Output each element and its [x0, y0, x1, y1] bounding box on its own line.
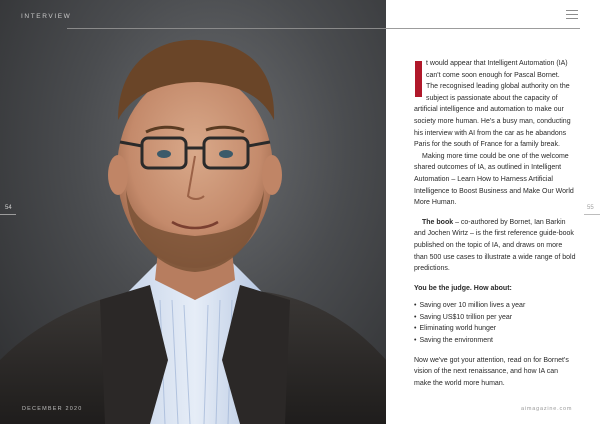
- footer-issue-date: DECEMBER 2020: [22, 406, 83, 412]
- book-paragraph: [414, 217, 576, 275]
- intro-line: can't come soon enough for Pascal Bornet.: [426, 71, 560, 79]
- article-body: [414, 58, 576, 389]
- right-page: [386, 0, 600, 424]
- section-label: INTERVIEW: [21, 13, 72, 20]
- intro-line: t would appear that Intelligent Automation (IA): [426, 60, 568, 67]
- list-item: • Eliminating world hunger: [414, 323, 576, 335]
- page-number-left: 54: [5, 205, 12, 211]
- bullet-list: [414, 300, 576, 346]
- book-paragraph-text: – co-authored by Bornet, Ian Barkin and Jochen Wirtz – is the first reference guide-book published on the topic of IA, and draws on more than 500 use cases to illustrate a wide range of bold predictions.: [414, 218, 576, 273]
- top-divider-right: [386, 28, 580, 29]
- list-item: • Saving the environment: [414, 335, 576, 347]
- list-heading: You be the judge. How about:: [414, 284, 512, 292]
- list-item: • Saving over 10 million lives a year: [414, 300, 576, 312]
- intro-continuation: artificial intelligence and automation to make our society more human. He's a busy man, conducting his interview with AI from the car as he abandons Paris for the south of France for a family break.: [414, 106, 571, 149]
- footer-website: aimagazine.com: [521, 406, 573, 412]
- page-number-left-rule: [0, 214, 16, 215]
- top-divider-left: [67, 28, 386, 29]
- book-lead: The book: [422, 218, 454, 226]
- closing-paragraph: Now we've got your attention, read on for Bornet's vision of the next renaissance, and how IA can make the world more human.: [414, 356, 569, 387]
- drop-cap-bar: [415, 61, 422, 97]
- page-number-right-rule: [584, 214, 600, 215]
- body-paragraph: Making more time could be one of the welcome shared outcomes of IA, as outlined in Intelligent Automation – Learn How to Harness Artificial Intelligence to Boost Business and Make Our World More Human.: [414, 152, 574, 207]
- intro-paragraph: [414, 58, 576, 104]
- page-number-right: 55: [587, 205, 594, 211]
- intro-line: subject is passionate about the capacity of: [426, 94, 558, 102]
- intro-line: The recognised leading global authority on the: [426, 83, 570, 91]
- list-item: • Saving US$10 trillion per year: [414, 312, 576, 324]
- hamburger-menu-icon[interactable]: [566, 10, 578, 21]
